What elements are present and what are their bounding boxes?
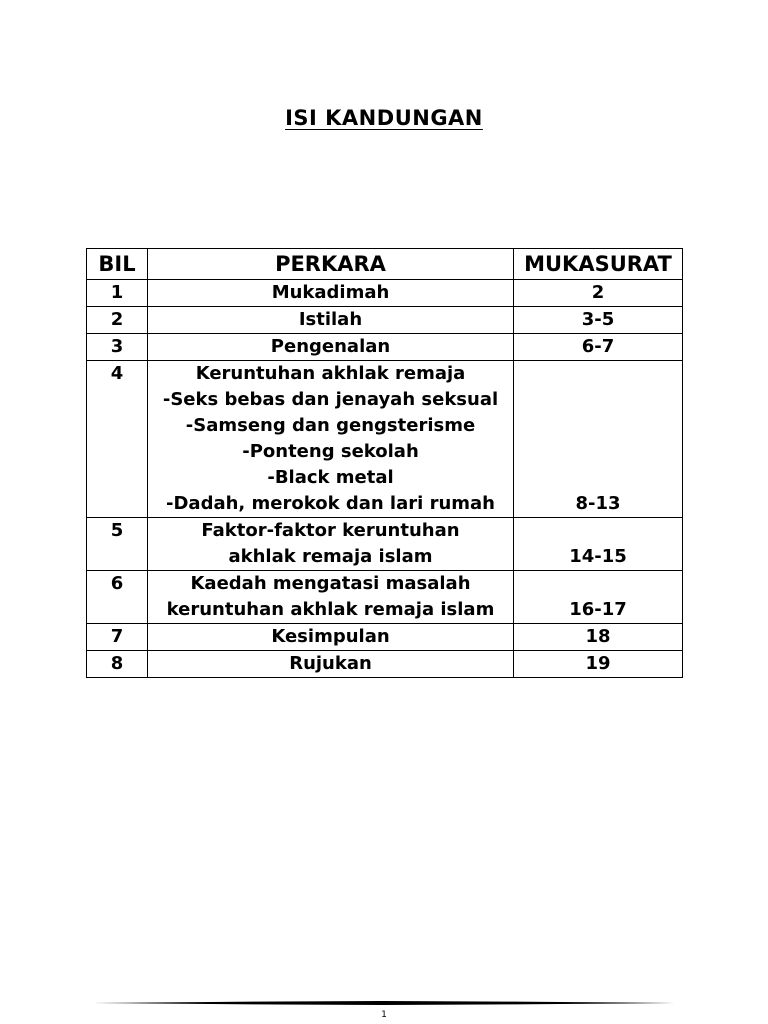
table-row (87, 280, 683, 307)
subject-line: Pengenalan (270, 336, 391, 357)
subject-line: Mukadimah (271, 282, 390, 303)
subject-line: keruntuhan akhlak remaja islam (166, 599, 495, 620)
subject-line: -Samseng dan gengsterisme (185, 415, 476, 436)
row-subject (148, 651, 514, 678)
row-subject (148, 624, 514, 651)
table-row (87, 518, 683, 571)
row-subject (148, 307, 514, 334)
row-subject (148, 518, 514, 571)
table-row (87, 334, 683, 361)
table-body (87, 280, 683, 678)
row-number: 7 (87, 624, 148, 651)
subject-line: -Seks bebas dan jenayah seksual (162, 389, 499, 410)
row-subject (148, 280, 514, 307)
row-number: 6 (87, 571, 148, 624)
row-page-range: 14-15 (514, 518, 683, 571)
subject-line: -Black metal (267, 467, 394, 488)
row-subject (148, 334, 514, 361)
subject-line: Keruntuhan akhlak remaja (195, 363, 466, 384)
row-number: 4 (87, 361, 148, 518)
row-page-range: 2 (514, 280, 683, 307)
row-number: 3 (87, 334, 148, 361)
row-number: 2 (87, 307, 148, 334)
row-number: 5 (87, 518, 148, 571)
table-of-contents (86, 248, 683, 678)
subject-line: akhlak remaja islam (228, 546, 433, 567)
row-page-range: 18 (514, 624, 683, 651)
table-row (87, 651, 683, 678)
table-row (87, 571, 683, 624)
row-subject (148, 571, 514, 624)
row-page-range: 6-7 (514, 334, 683, 361)
table-header-row (87, 249, 683, 280)
row-page-range: 16-17 (514, 571, 683, 624)
row-subject (148, 361, 514, 518)
column-header-perkara: PERKARA (148, 249, 514, 280)
table-row (87, 307, 683, 334)
row-number: 8 (87, 651, 148, 678)
subject-line: -Dadah, merokok dan lari rumah (166, 493, 495, 514)
row-page-range: 3-5 (514, 307, 683, 334)
column-header-bil: BIL (87, 249, 148, 280)
subject-line: Kesimpulan (271, 626, 390, 647)
subject-line: Faktor-faktor keruntuhan (201, 520, 460, 541)
page-number: 1 (381, 1010, 387, 1020)
table-row (87, 624, 683, 651)
row-page-range: 19 (514, 651, 683, 678)
page-title-text: ISI KANDUNGAN (285, 106, 483, 130)
table-row (87, 361, 683, 518)
subject-line: Rujukan (289, 653, 372, 674)
subject-line: Kaedah mengatasi masalah (190, 573, 471, 594)
row-page-range: 8-13 (514, 361, 683, 518)
footer-divider (93, 1001, 675, 1005)
row-number: 1 (87, 280, 148, 307)
subject-line: -Ponteng sekolah (242, 441, 419, 462)
page-title (0, 106, 768, 130)
subject-line: Istilah (298, 309, 363, 330)
column-header-mukasurat: MUKASURAT (514, 249, 683, 280)
